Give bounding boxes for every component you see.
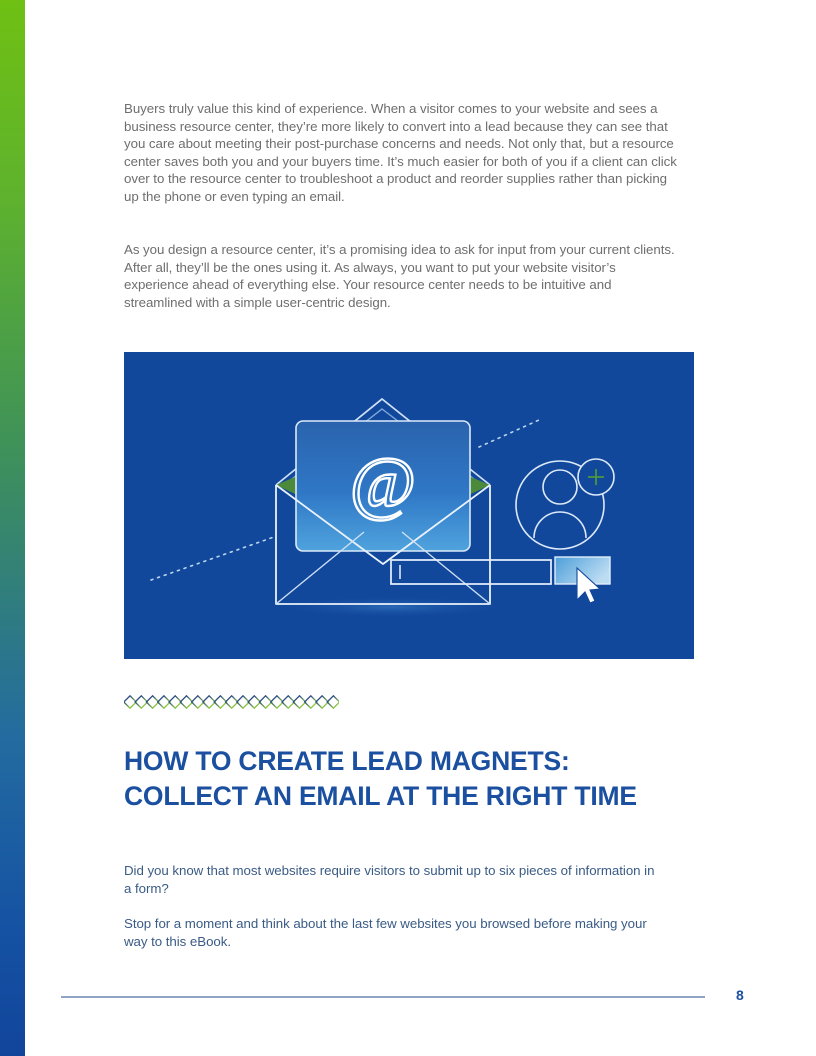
left-accent-bar <box>0 0 25 1056</box>
section-heading <box>124 744 694 814</box>
add-user-icon <box>516 459 614 549</box>
heading-line-1: HOW TO CREATE LEAD MAGNETS: <box>124 746 570 776</box>
paragraph-did-you-know: Did you know that most websites require visitors to submit up to six pieces of information in a form? <box>124 863 655 896</box>
email-illustration-svg <box>124 352 694 659</box>
at-symbol: @ <box>349 443 417 523</box>
envelope-shadow <box>272 596 512 618</box>
paragraph-intro: Buyers truly value this kind of experience. When a visitor comes to your website and sees a business resource center, they’re more likely to convert into a lead because they can see that you care about meeting their post-purchase concerns and needs. Not only that, but a resource center saves both you and your buyers time. It’s much easier for both of you if a client can click over to the resource center to troubleshoot a product and reorder supplies rather than picking up the phone or even typing an email. <box>124 101 677 204</box>
page-number: 8 <box>736 987 744 1003</box>
paragraph-design-tip: As you design a resource center, it’s a promising idea to ask for input from your current clients. After all, they’ll be the ones using it. As always, you want to put your website visitor’s experience ahead of everything else. Your resource center needs to be intuitive and streamlined with a simple user-centric design. <box>124 242 675 310</box>
letter-sheet <box>296 421 470 551</box>
diamond-divider <box>124 694 339 710</box>
heading-line-2: COLLECT AN EMAIL AT THE RIGHT TIME <box>124 781 637 811</box>
email-illustration <box>124 352 694 659</box>
page-content <box>124 0 694 1056</box>
footer-divider <box>61 996 705 998</box>
paragraph-stop-and-think: Stop for a moment and think about the last few websites you browsed before making your way to this eBook. <box>124 916 647 949</box>
text-input-field[interactable] <box>391 560 551 584</box>
